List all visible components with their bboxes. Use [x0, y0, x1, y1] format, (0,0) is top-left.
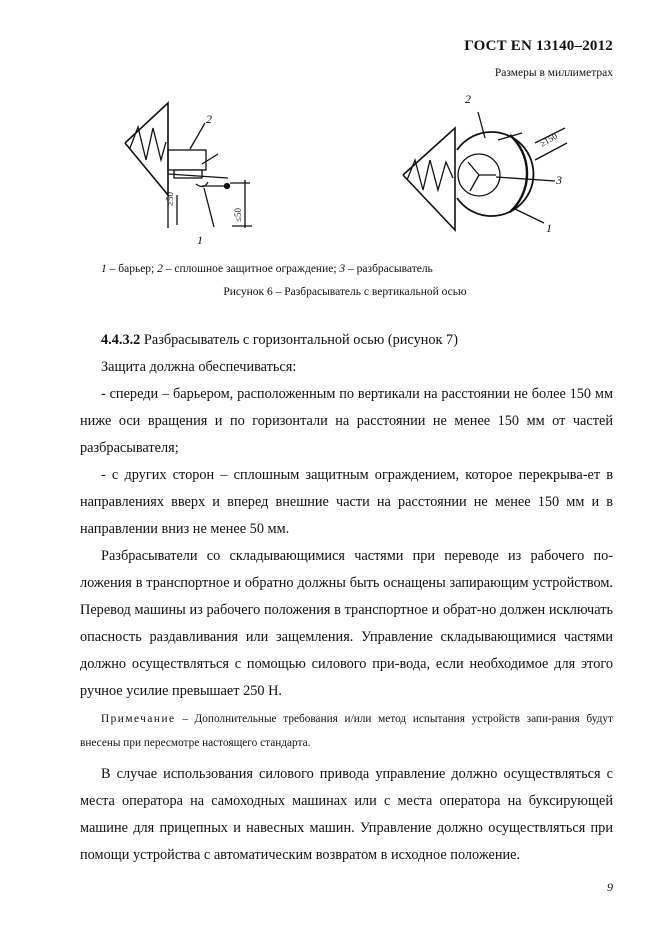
document-body [80, 327, 613, 869]
left-guard-box [168, 150, 206, 170]
right-label-spreader: 3 [556, 173, 562, 187]
right-label-barrier: 1 [546, 221, 552, 235]
paragraph: Защита должна обеспечиваться: [101, 359, 297, 375]
left-label-guard: 2 [206, 112, 212, 126]
right-dim: ≥150 [538, 130, 559, 149]
right-triangle [403, 128, 455, 230]
right-guard-arc [457, 132, 533, 216]
right-label-guard: 2 [465, 92, 471, 106]
paragraph: - спереди – барьером, расположенным по вертикали на расстоянии не более 150 мм ниже оси вращения и по горизонтали на расстоянии не менее 150 мм от частей разбрасывателя; [80, 386, 613, 456]
left-disc [174, 170, 202, 178]
paragraph: - с других сторон – сплошным защитным ограждением, которое перекрыва-ет в направлениях вверх и вперед внешние части на расстоянии не менее 150 мм и в направлении вниз не менее 50 мм. [80, 467, 613, 537]
figure-caption: Рисунок 6 – Разбрасыватель с вертикальной осью [223, 286, 467, 298]
figure-6-drawing [0, 0, 661, 300]
note: Примечание – Дополнительные требования и/или метод испытания устройств запи-рания будут внесены при пересмотре настоящего стандарта. [80, 713, 613, 749]
units-note: Размеры в миллиметрах [494, 67, 613, 79]
standard-designation: ГОСТ EN 13140–2012 [464, 38, 613, 54]
left-dim-lower: ≤50 [233, 208, 243, 222]
paragraph: Разбрасыватели со складывающимися частями при переводе из рабочего по-ложения в транспортное и обратно должны быть оснащены запирающим устройством. Перевод машины из рабочего положения в транспортное и обрат-но должен исключать опасность раздавливания или защемления. Управление складывающимися частями должно осуществляться с помощью силового при-вода, если необходимое для этого ручное усилие превышает 250 Н. [80, 548, 613, 699]
left-triangle [125, 103, 168, 195]
section-heading: 4.4.3.2 Разбрасыватель с горизонтальной осью (рисунок 7) [101, 332, 458, 348]
page-number: 9 [607, 880, 613, 894]
paragraph: В случае использования силового привода управление должно осуществляться с места оператора на самоходных машинах или с места оператора на буксирующей машине для прицепных и навесных машин. Управление должно осуществляться при помощи устройства с автоматическим возвратом в исходное положение. [80, 766, 613, 863]
figure-legend: 1 – барьер; 2 – сплошное защитное ограждение; 3 – разбрасыватель [101, 263, 433, 275]
left-label-barrier: 1 [197, 233, 203, 247]
left-dim-upper: ≥50 [165, 192, 175, 206]
